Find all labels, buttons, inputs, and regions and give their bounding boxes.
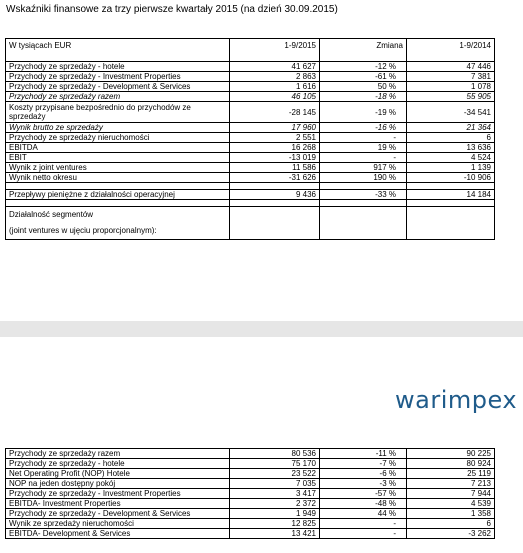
header-2014: 1-9/2014 bbox=[407, 39, 495, 62]
row-label: NOP na jeden dostępny pokój bbox=[6, 479, 230, 489]
row-label: Przychody ze sprzedaży razem bbox=[6, 92, 230, 102]
value-2014: -3 262 bbox=[407, 529, 495, 539]
table-row bbox=[6, 529, 495, 539]
table-row bbox=[6, 499, 495, 509]
value-2015: 2 863 bbox=[230, 72, 320, 82]
row-label: EBITDA bbox=[6, 143, 230, 153]
value-change: -19 % bbox=[320, 102, 407, 123]
table-row bbox=[6, 459, 495, 469]
row-label: Koszty przypisane bezpośrednio do przychodów ze sprzedaży bbox=[6, 102, 230, 123]
table-row-subtotal bbox=[6, 92, 495, 102]
value-change: -48 % bbox=[320, 499, 407, 509]
value-2014: 13 636 bbox=[407, 143, 495, 153]
value-2014: 21 364 bbox=[407, 123, 495, 133]
value-change: 44 % bbox=[320, 509, 407, 519]
value-2015: 75 170 bbox=[230, 459, 320, 469]
row-label: Przychody ze sprzedaży - Development & Services bbox=[6, 509, 230, 519]
value-2015: 2 372 bbox=[230, 499, 320, 509]
table-row bbox=[6, 519, 495, 529]
table-row bbox=[6, 173, 495, 183]
row-label: EBITDA- Development & Services bbox=[6, 529, 230, 539]
table-spacer-row bbox=[6, 183, 495, 190]
table-header-row bbox=[6, 39, 495, 62]
segment-header-row bbox=[6, 207, 495, 240]
value-2015: 13 421 bbox=[230, 529, 320, 539]
value-2015: 23 522 bbox=[230, 469, 320, 479]
header-label: W tysiącach EUR bbox=[6, 39, 230, 62]
row-label: Przychody ze sprzedaży - Development & Services bbox=[6, 82, 230, 92]
row-label: Przychody ze sprzedaży nieruchomości bbox=[6, 133, 230, 143]
row-label: Przychody ze sprzedaży razem bbox=[6, 449, 230, 459]
value-2015: 1 616 bbox=[230, 82, 320, 92]
table-row bbox=[6, 102, 495, 123]
table-row bbox=[6, 509, 495, 519]
row-label: Przychody ze sprzedaży - hotele bbox=[6, 459, 230, 469]
row-label: EBITDA- Investment Properties bbox=[6, 499, 230, 509]
value-change: 50 % bbox=[320, 82, 407, 92]
page-break-divider bbox=[0, 321, 523, 337]
table-row bbox=[6, 82, 495, 92]
value-change: 19 % bbox=[320, 143, 407, 153]
table-row bbox=[6, 449, 495, 459]
segment-header bbox=[6, 207, 230, 240]
row-label: Przepływy pieniężne z działalności operacyjnej bbox=[6, 190, 230, 200]
header-change: Zmiana bbox=[320, 39, 407, 62]
value-2015: -28 145 bbox=[230, 102, 320, 123]
value-2014: 1 139 bbox=[407, 163, 495, 173]
value-change: - bbox=[320, 153, 407, 163]
value-2014: 4 539 bbox=[407, 499, 495, 509]
table-row bbox=[6, 143, 495, 153]
table-row bbox=[6, 190, 495, 200]
value-2014: 47 446 bbox=[407, 62, 495, 72]
value-2015: 16 268 bbox=[230, 143, 320, 153]
value-change: - bbox=[320, 133, 407, 143]
value-change: -12 % bbox=[320, 62, 407, 72]
table-row bbox=[6, 133, 495, 143]
row-label: Wynik ze sprzedaży nieruchomości bbox=[6, 519, 230, 529]
value-2015: 9 436 bbox=[230, 190, 320, 200]
value-2014: -10 906 bbox=[407, 173, 495, 183]
value-2015: 11 586 bbox=[230, 163, 320, 173]
value-change: -7 % bbox=[320, 459, 407, 469]
warimpex-logo: warimpex bbox=[395, 386, 518, 414]
value-change: -18 % bbox=[320, 92, 407, 102]
value-2015: 17 960 bbox=[230, 123, 320, 133]
value-2015: -13 019 bbox=[230, 153, 320, 163]
value-2014: 7 213 bbox=[407, 479, 495, 489]
value-change: - bbox=[320, 519, 407, 529]
value-2015: 1 949 bbox=[230, 509, 320, 519]
financial-indicators-table bbox=[5, 38, 495, 240]
value-2015: 46 105 bbox=[230, 92, 320, 102]
value-2015: -31 626 bbox=[230, 173, 320, 183]
segment-header-line2: (joint ventures w ujęciu proporcjonalnym): bbox=[9, 226, 157, 235]
value-change: -57 % bbox=[320, 489, 407, 499]
table-row-subtotal bbox=[6, 123, 495, 133]
row-label: Net Operating Profit (NOP) Hotele bbox=[6, 469, 230, 479]
table-row bbox=[6, 163, 495, 173]
value-2014: 6 bbox=[407, 133, 495, 143]
value-2014: 25 119 bbox=[407, 469, 495, 479]
table-row bbox=[6, 72, 495, 82]
value-2014: 7 944 bbox=[407, 489, 495, 499]
segment-header-line1: Działalność segmentów bbox=[9, 210, 94, 219]
value-2014: 90 225 bbox=[407, 449, 495, 459]
row-label: Przychody ze sprzedaży - Investment Properties bbox=[6, 489, 230, 499]
value-change: -61 % bbox=[320, 72, 407, 82]
row-label: Wynik netto okresu bbox=[6, 173, 230, 183]
value-2014: 4 524 bbox=[407, 153, 495, 163]
value-2015: 2 551 bbox=[230, 133, 320, 143]
table-row bbox=[6, 469, 495, 479]
value-change: -3 % bbox=[320, 479, 407, 489]
document-title: Wskaźniki finansowe za trzy pierwsze kwartały 2015 (na dzień 30.09.2015) bbox=[6, 4, 338, 15]
header-2015: 1-9/2015 bbox=[230, 39, 320, 62]
row-label: Wynik brutto ze sprzedaży bbox=[6, 123, 230, 133]
value-change: -6 % bbox=[320, 469, 407, 479]
value-change: -11 % bbox=[320, 449, 407, 459]
value-change: -33 % bbox=[320, 190, 407, 200]
value-2015: 12 825 bbox=[230, 519, 320, 529]
table-row bbox=[6, 153, 495, 163]
value-change: - bbox=[320, 529, 407, 539]
value-2014: 6 bbox=[407, 519, 495, 529]
row-label: Przychody ze sprzedaży - hotele bbox=[6, 62, 230, 72]
segment-indicators-table bbox=[5, 448, 495, 539]
table-spacer-row bbox=[6, 200, 495, 207]
table-row bbox=[6, 479, 495, 489]
row-label: Wynik z joint ventures bbox=[6, 163, 230, 173]
value-2014: 1 358 bbox=[407, 509, 495, 519]
value-change: 190 % bbox=[320, 173, 407, 183]
row-label: Przychody ze sprzedaży - Investment Properties bbox=[6, 72, 230, 82]
value-2015: 3 417 bbox=[230, 489, 320, 499]
value-2014: 55 905 bbox=[407, 92, 495, 102]
value-2015: 41 627 bbox=[230, 62, 320, 72]
value-2014: 1 078 bbox=[407, 82, 495, 92]
value-2015: 80 536 bbox=[230, 449, 320, 459]
value-2014: 80 924 bbox=[407, 459, 495, 469]
row-label: EBIT bbox=[6, 153, 230, 163]
table-row bbox=[6, 489, 495, 499]
value-2014: 14 184 bbox=[407, 190, 495, 200]
value-2014: -34 541 bbox=[407, 102, 495, 123]
value-2015: 7 035 bbox=[230, 479, 320, 489]
value-change: -16 % bbox=[320, 123, 407, 133]
value-2014: 7 381 bbox=[407, 72, 495, 82]
value-change: 917 % bbox=[320, 163, 407, 173]
table-row bbox=[6, 62, 495, 72]
